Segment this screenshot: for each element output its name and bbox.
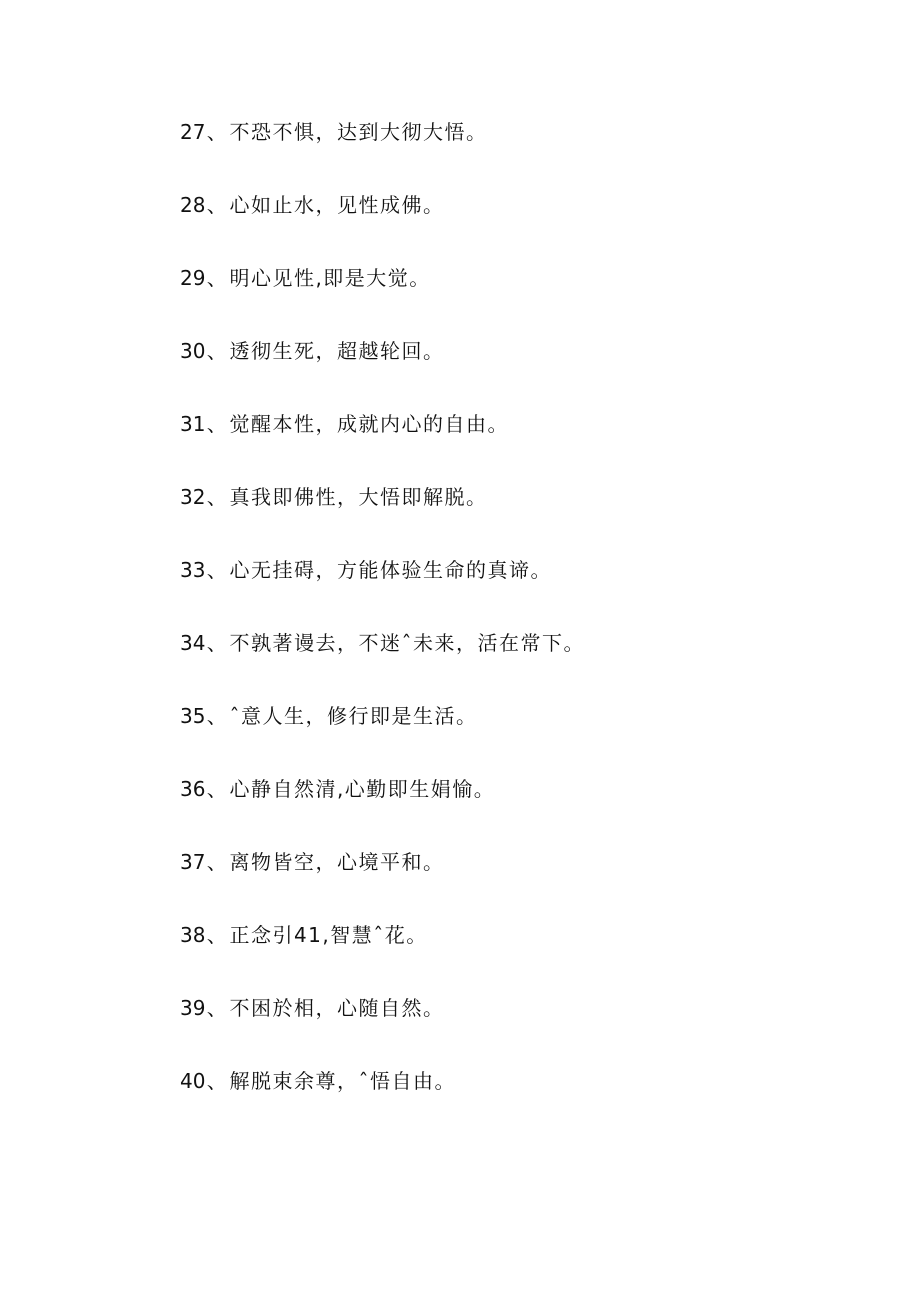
- list-item: [180, 333, 585, 369]
- item-text: 解脱束余尊，ˆ悟自由。: [229, 1069, 456, 1093]
- item-separator: 、: [206, 923, 229, 947]
- item-text: 离物皆空，心境平和。: [229, 850, 445, 874]
- item-number: 35: [180, 704, 206, 728]
- list-item: [180, 1063, 585, 1099]
- list-item: [180, 990, 585, 1026]
- list-item: [180, 479, 585, 515]
- item-text: 觉醒本性，成就内心的自由。: [229, 412, 509, 436]
- item-text: 不孰著谩去，不迷ˆ未来，活在常下。: [229, 631, 585, 655]
- item-separator: 、: [206, 777, 229, 801]
- item-number: 38: [180, 923, 206, 947]
- list-item: [180, 771, 585, 807]
- item-number: 28: [180, 193, 206, 217]
- item-separator: 、: [206, 996, 229, 1020]
- list-item: [180, 260, 585, 296]
- item-number: 30: [180, 339, 206, 363]
- numbered-list: [180, 114, 585, 1136]
- list-item: [180, 552, 585, 588]
- item-text: 心如止水，见性成佛。: [229, 193, 445, 217]
- item-number: 34: [180, 631, 206, 655]
- item-text: 不困於相，心随自然。: [229, 996, 445, 1020]
- list-item: [180, 917, 585, 953]
- list-item: [180, 114, 585, 150]
- item-number: 33: [180, 558, 206, 582]
- item-number: 31: [180, 412, 206, 436]
- item-text: 正念引41,智慧ˆ花。: [229, 923, 428, 947]
- item-text: 不恐不惧，达到大彻大悟。: [229, 120, 488, 144]
- item-separator: 、: [206, 704, 229, 728]
- list-item: [180, 406, 585, 442]
- item-text: ˆ意人生，修行即是生活。: [229, 704, 478, 728]
- item-text: 心静自然清,心勤即生娟愉。: [229, 777, 496, 801]
- item-number: 37: [180, 850, 206, 874]
- item-text: 真我即佛性，大悟即解脱。: [229, 485, 488, 509]
- item-number: 27: [180, 120, 206, 144]
- item-number: 40: [180, 1069, 206, 1093]
- list-item: [180, 844, 585, 880]
- item-separator: 、: [206, 631, 229, 655]
- item-separator: 、: [206, 485, 229, 509]
- item-separator: 、: [206, 120, 229, 144]
- item-separator: 、: [206, 339, 229, 363]
- item-separator: 、: [206, 1069, 229, 1093]
- item-number: 39: [180, 996, 206, 1020]
- item-separator: 、: [206, 266, 229, 290]
- item-text: 明心见性,即是大觉。: [229, 266, 431, 290]
- item-text: 透彻生死，超越轮回。: [229, 339, 445, 363]
- list-item: [180, 625, 585, 661]
- item-separator: 、: [206, 412, 229, 436]
- item-text: 心无挂碍，方能体验生命的真谛。: [229, 558, 552, 582]
- list-item: [180, 698, 585, 734]
- item-separator: 、: [206, 850, 229, 874]
- item-separator: 、: [206, 193, 229, 217]
- item-number: 36: [180, 777, 206, 801]
- item-separator: 、: [206, 558, 229, 582]
- item-number: 29: [180, 266, 206, 290]
- item-number: 32: [180, 485, 206, 509]
- list-item: [180, 187, 585, 223]
